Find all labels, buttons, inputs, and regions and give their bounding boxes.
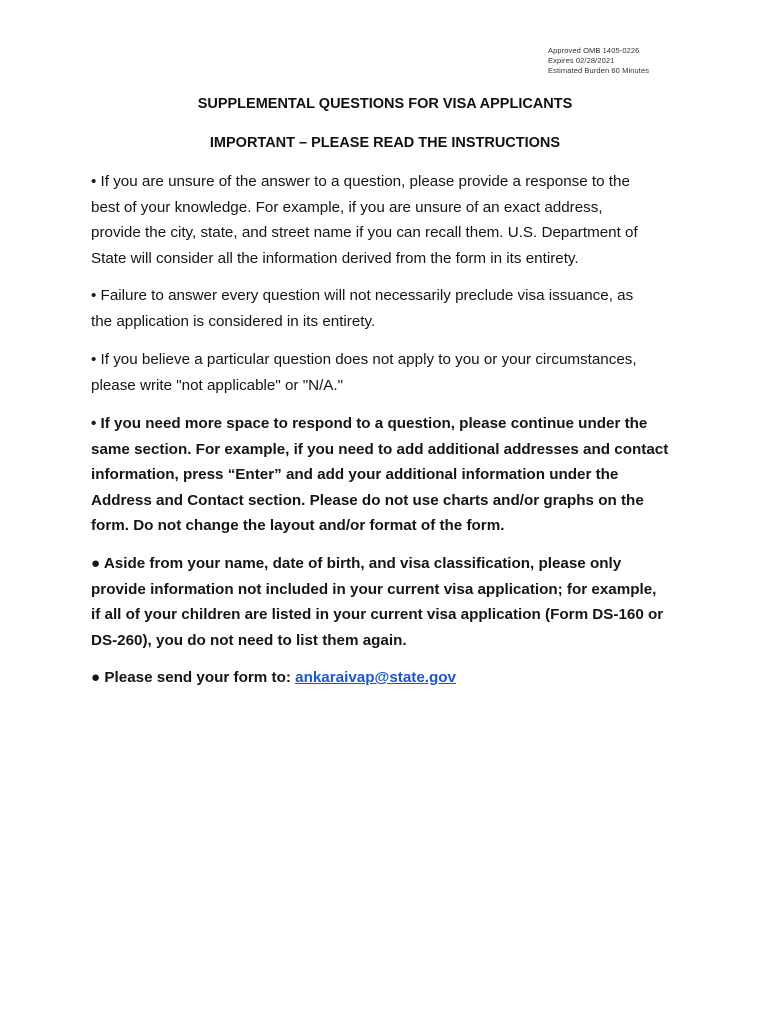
instruction-not-applicable [91, 347, 691, 398]
instruction-unsure-answer [91, 169, 691, 271]
instruction-aside-from-name [91, 551, 691, 653]
instruction-line: provide the city, state, and street name if you can recall them. U.S. Department of [91, 224, 638, 241]
email-link[interactable]: ankaraivap@state.gov [295, 669, 456, 686]
instructions-heading: IMPORTANT – PLEASE READ THE INSTRUCTIONS [209, 135, 561, 151]
instruction-line: • If you are unsure of the answer to a question, please provide a response to the [91, 173, 630, 190]
omb-burden: Estimated Burden 60 Minutes [548, 66, 650, 75]
instruction-line: if all of your children are listed in your current visa application (Form DS-160 or [91, 606, 664, 623]
instruction-send-form [91, 665, 691, 691]
omb-approved: Approved OMB 1405-0226 [548, 46, 640, 55]
instruction-line: • If you need more space to respond to a question, please continue under the [91, 415, 648, 432]
instruction-more-space [91, 411, 691, 539]
instruction-line: provide information not included in your current visa application; for example, [91, 580, 657, 598]
instruction-line: • Failure to answer every question will not necessarily preclude visa issuance, as [91, 287, 634, 304]
instruction-failure-to-answer [91, 283, 691, 334]
instruction-line: same section. For example, if you need to add additional addresses and contact [91, 440, 669, 458]
instruction-line: information, press “Enter” and add your additional information under the [91, 466, 619, 483]
omb-notice [548, 46, 649, 76]
page-title: SUPPLEMENTAL QUESTIONS FOR VISA APPLICANTS [197, 96, 573, 112]
instruction-line: best of your knowledge. For example, if you are unsure of an exact address, [91, 198, 603, 216]
instruction-line: ● Aside from your name, date of birth, and visa classification, please only [91, 555, 622, 572]
instruction-line: the application is considered in its entirety. [91, 312, 376, 330]
instruction-line: State will consider all the information derived from the form in its entirety. [91, 249, 579, 267]
instruction-line: form. Do not change the layout and/or format of the form. [91, 517, 505, 534]
instruction-line: Address and Contact section. Please do not use charts and/or graphs on the [91, 491, 644, 509]
send-form-label: ● Please send your form to: [91, 669, 296, 686]
omb-expires: Expires 02/28/2021 [548, 56, 615, 65]
instruction-line: please write "not applicable" or "N/A." [91, 376, 344, 394]
instruction-line: DS-260), you do not need to list them again. [91, 631, 407, 649]
instruction-line: • If you believe a particular question does not apply to you or your circumstances, [91, 351, 637, 368]
